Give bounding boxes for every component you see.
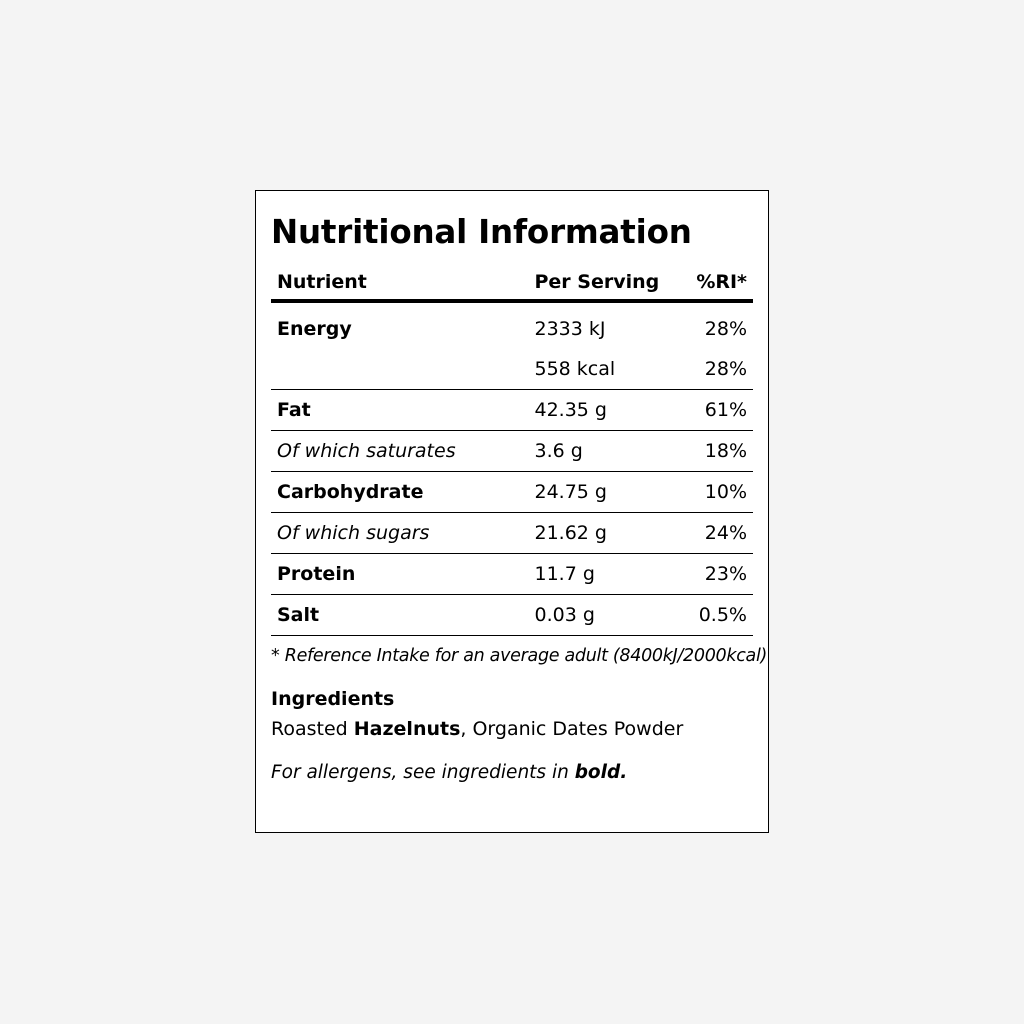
row-name: Fat bbox=[271, 390, 528, 431]
header-nutrient: Nutrient bbox=[271, 265, 528, 301]
ingredients-text: , Organic Dates Powder bbox=[460, 718, 684, 740]
allergen-note bbox=[271, 762, 753, 783]
row-value: 2333 kJ bbox=[534, 318, 606, 340]
row-name: Carbohydrate bbox=[271, 472, 528, 513]
table-row-sugars bbox=[271, 513, 753, 554]
table-row-salt bbox=[271, 595, 753, 636]
row-name: Salt bbox=[271, 595, 528, 636]
header-per-serving: Per Serving bbox=[528, 265, 690, 301]
row-value: 24.75 g bbox=[528, 472, 690, 513]
table-header-row bbox=[271, 265, 753, 301]
ingredients-heading: Ingredients bbox=[271, 688, 395, 710]
row-name bbox=[271, 349, 528, 390]
nutrition-label bbox=[255, 190, 769, 833]
nutrition-table bbox=[271, 265, 753, 636]
allergen-note-bold: bold. bbox=[574, 762, 628, 783]
table-row-carbohydrate bbox=[271, 472, 753, 513]
row-name: Of which saturates bbox=[271, 431, 528, 472]
allergen-note-text: For allergens, see ingredients in bbox=[271, 762, 575, 783]
ri-footnote: * Reference Intake for an average adult (8400kJ/2000kcal) bbox=[271, 646, 768, 666]
row-ri: 18% bbox=[690, 431, 753, 472]
row-value: 0.03 g bbox=[528, 595, 690, 636]
header-ri: %RI* bbox=[690, 265, 753, 301]
allergen-ingredient: Hazelnuts bbox=[353, 718, 461, 740]
row-ri: 28% bbox=[704, 318, 747, 340]
label-title: Nutritional Information bbox=[271, 213, 692, 251]
row-ri: 61% bbox=[690, 390, 753, 431]
row-ri: 23% bbox=[690, 554, 753, 595]
table-row-fat bbox=[271, 390, 753, 431]
row-value: 21.62 g bbox=[528, 513, 690, 554]
row-name: Energy bbox=[277, 318, 352, 340]
table-row-protein bbox=[271, 554, 753, 595]
table-row-energy-kcal bbox=[271, 349, 753, 390]
row-value: 558 kcal bbox=[528, 349, 690, 390]
row-name: Protein bbox=[271, 554, 528, 595]
row-ri: 0.5% bbox=[690, 595, 753, 636]
row-name: Of which sugars bbox=[271, 513, 528, 554]
table-row-saturates bbox=[271, 431, 753, 472]
table-row-energy-kj bbox=[271, 301, 753, 349]
row-value: 11.7 g bbox=[528, 554, 690, 595]
ingredients-text: Roasted bbox=[271, 718, 354, 740]
ingredients-list bbox=[271, 718, 753, 740]
row-ri: 10% bbox=[690, 472, 753, 513]
row-value: 42.35 g bbox=[528, 390, 690, 431]
row-ri: 28% bbox=[690, 349, 753, 390]
row-ri: 24% bbox=[690, 513, 753, 554]
row-value: 3.6 g bbox=[528, 431, 690, 472]
